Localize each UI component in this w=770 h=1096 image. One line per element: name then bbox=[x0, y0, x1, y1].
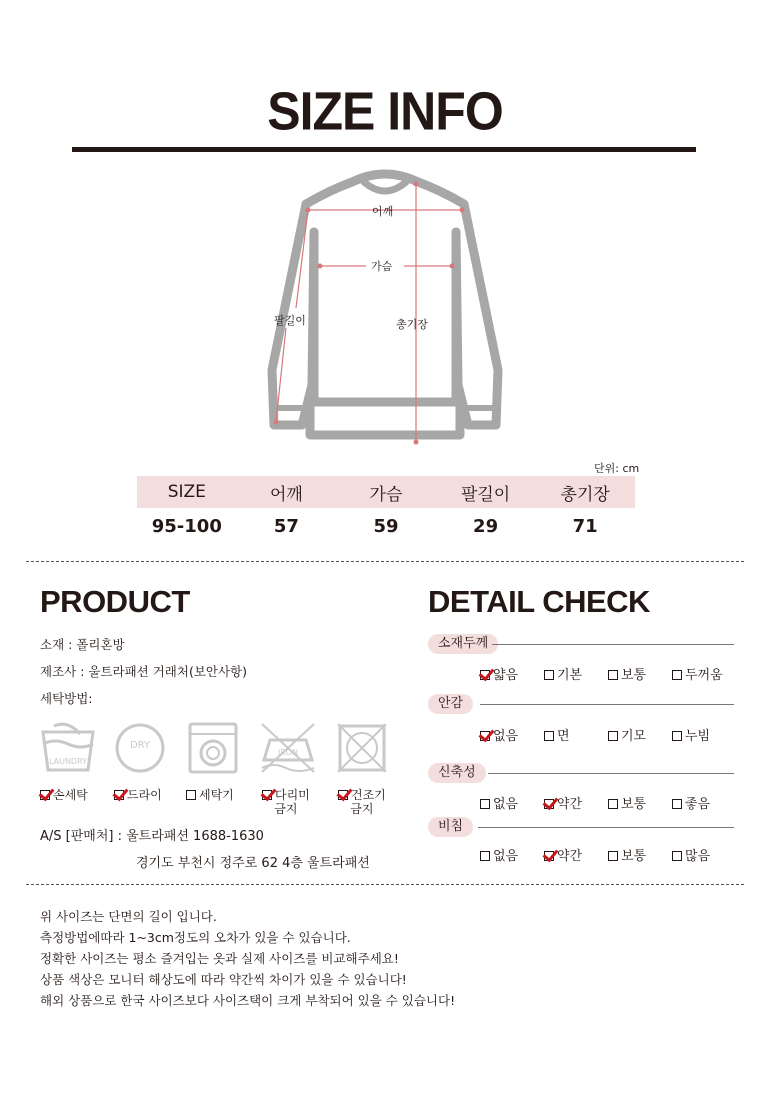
header-cell: 가슴 bbox=[369, 484, 403, 505]
option-label: 약간 bbox=[557, 797, 583, 812]
option bbox=[480, 725, 544, 744]
option-label: 보통 bbox=[621, 797, 647, 812]
table-row bbox=[137, 508, 635, 544]
care-dry-clean bbox=[114, 788, 162, 802]
hand-wash-icon bbox=[40, 722, 96, 774]
checkbox-icon bbox=[672, 670, 682, 680]
header-cell: SIZE bbox=[167, 482, 206, 502]
checkbox-icon bbox=[480, 799, 490, 809]
checkbox-icon bbox=[608, 799, 618, 809]
table-cell: 95-100 bbox=[151, 515, 222, 537]
checkbox-icon bbox=[480, 851, 490, 861]
care-label: 건조기 금지 bbox=[350, 788, 386, 816]
option-label: 보통 bbox=[621, 668, 647, 683]
option bbox=[672, 725, 736, 744]
label-chest: 가슴 bbox=[371, 260, 393, 273]
checkbox-icon bbox=[544, 851, 554, 861]
sweatshirt-diagram bbox=[0, 160, 770, 460]
label-shoulder: 어깨 bbox=[372, 205, 394, 218]
note-line: 위 사이즈는 단면의 길이 입니다. bbox=[40, 909, 217, 924]
category-stretch: 신축성 bbox=[428, 763, 486, 783]
checkbox-icon bbox=[338, 790, 348, 800]
care-label: 손세탁 bbox=[53, 788, 88, 802]
checkbox-icon bbox=[262, 790, 272, 800]
option-label: 기본 bbox=[557, 668, 583, 683]
size-table-header bbox=[137, 476, 635, 508]
category-rule bbox=[480, 704, 734, 705]
label-length: 총기장 bbox=[396, 318, 428, 331]
care-hand-wash bbox=[40, 788, 88, 802]
washing-label: 세탁방법: bbox=[40, 691, 93, 706]
option bbox=[480, 793, 544, 812]
option-label: 두꺼움 bbox=[685, 668, 723, 683]
table-cell: 57 bbox=[273, 515, 299, 537]
as-contact: A/S [판매처] : 울트라패션 1688-1630 bbox=[40, 829, 264, 844]
option-label: 없음 bbox=[493, 729, 519, 744]
detail-heading: DETAIL CHECK bbox=[428, 584, 650, 619]
option-label: 없음 bbox=[493, 797, 519, 812]
checkbox-icon bbox=[114, 790, 124, 800]
label-sleeve: 팔길이 bbox=[274, 314, 306, 327]
iron-icon-text: IRON bbox=[277, 748, 299, 757]
checkbox-icon bbox=[40, 790, 50, 800]
option bbox=[544, 664, 608, 683]
category-rule bbox=[478, 827, 734, 828]
category-rule bbox=[488, 773, 734, 774]
option bbox=[544, 725, 608, 744]
unit-label: 단위: cm bbox=[594, 462, 640, 475]
maker-text: 제조사 : 울트라패션 거래처(보안사항) bbox=[40, 664, 248, 679]
dry-icon-text: DRY bbox=[129, 740, 151, 751]
checkbox-icon bbox=[608, 731, 618, 741]
lining-options bbox=[480, 725, 736, 744]
option bbox=[608, 793, 672, 812]
option-label: 많음 bbox=[685, 849, 711, 864]
checkbox-icon bbox=[480, 670, 490, 680]
table-cell: 71 bbox=[572, 515, 598, 537]
thickness-options bbox=[480, 664, 736, 683]
header-cell: 팔길이 bbox=[460, 484, 511, 505]
option-label: 얇음 bbox=[493, 668, 519, 683]
option-label: 면 bbox=[557, 729, 570, 744]
table-cell: 29 bbox=[473, 515, 499, 537]
sheerness-options bbox=[480, 845, 736, 864]
category-thickness: 소재두께 bbox=[428, 634, 498, 654]
option-label: 없음 bbox=[493, 849, 519, 864]
option-label: 약간 bbox=[557, 849, 583, 864]
option bbox=[480, 664, 544, 683]
divider bbox=[26, 561, 744, 562]
option bbox=[544, 793, 608, 812]
option-label: 누빔 bbox=[685, 729, 711, 744]
checkbox-icon bbox=[544, 799, 554, 809]
option-label: 보통 bbox=[621, 849, 647, 864]
care-no-dryer bbox=[338, 788, 386, 816]
product-heading: PRODUCT bbox=[40, 584, 190, 619]
option bbox=[608, 725, 672, 744]
header-cell: 총기장 bbox=[560, 484, 610, 505]
table-cell: 59 bbox=[373, 515, 399, 537]
page-title: SIZE INFO bbox=[267, 80, 503, 142]
option bbox=[480, 845, 544, 864]
care-label: 세탁기 bbox=[199, 788, 234, 802]
care-label: 드라이 bbox=[127, 788, 162, 802]
note-line: 해외 상품으로 한국 사이즈보다 사이즈택이 크게 부착되어 있을 수 있습니다! bbox=[40, 993, 456, 1008]
checkbox-icon bbox=[544, 731, 554, 741]
dry-clean-icon bbox=[114, 722, 166, 774]
no-dryer-icon bbox=[336, 722, 388, 774]
option bbox=[672, 664, 736, 683]
checkbox-icon bbox=[672, 851, 682, 861]
notes bbox=[40, 906, 455, 1011]
category-sheerness: 비침 bbox=[428, 817, 473, 837]
option bbox=[544, 845, 608, 864]
material-text: 소재 : 폴리혼방 bbox=[40, 637, 125, 652]
stretch-options bbox=[480, 793, 736, 812]
checkbox-icon bbox=[672, 799, 682, 809]
size-table bbox=[137, 476, 635, 544]
option-label: 좋음 bbox=[685, 797, 711, 812]
laundry-icon-text: LAUNDRY bbox=[48, 757, 88, 766]
title-rule bbox=[72, 147, 696, 152]
checkbox-icon bbox=[608, 851, 618, 861]
checkbox-icon bbox=[186, 790, 196, 800]
header-cell: 어깨 bbox=[269, 484, 303, 505]
note-line: 상품 색상은 모니터 해상도에 따라 약간씩 차이가 있을 수 있습니다! bbox=[40, 972, 407, 987]
address: 경기도 부천시 정주로 62 4층 울트라패션 bbox=[136, 856, 370, 871]
care-label: 다리미 금지 bbox=[274, 788, 310, 816]
option bbox=[672, 793, 736, 812]
option bbox=[608, 845, 672, 864]
care-washer bbox=[186, 788, 234, 802]
category-rule bbox=[492, 644, 734, 645]
option-label: 기모 bbox=[621, 729, 647, 744]
checkbox-icon bbox=[672, 731, 682, 741]
note-line: 정확한 사이즈는 평소 즐겨입는 옷과 실제 사이즈를 비교해주세요! bbox=[40, 951, 399, 966]
washing-machine-icon bbox=[188, 722, 238, 774]
no-iron-icon bbox=[258, 722, 318, 774]
checkbox-icon bbox=[480, 731, 490, 741]
option bbox=[608, 664, 672, 683]
divider bbox=[26, 884, 744, 885]
checkbox-icon bbox=[608, 670, 618, 680]
note-line: 측정방법에따라 1~3cm정도의 오차가 있을 수 있습니다. bbox=[40, 930, 351, 945]
option bbox=[672, 845, 736, 864]
checkbox-icon bbox=[544, 670, 554, 680]
care-no-iron bbox=[262, 788, 310, 816]
category-lining: 안감 bbox=[428, 694, 473, 714]
